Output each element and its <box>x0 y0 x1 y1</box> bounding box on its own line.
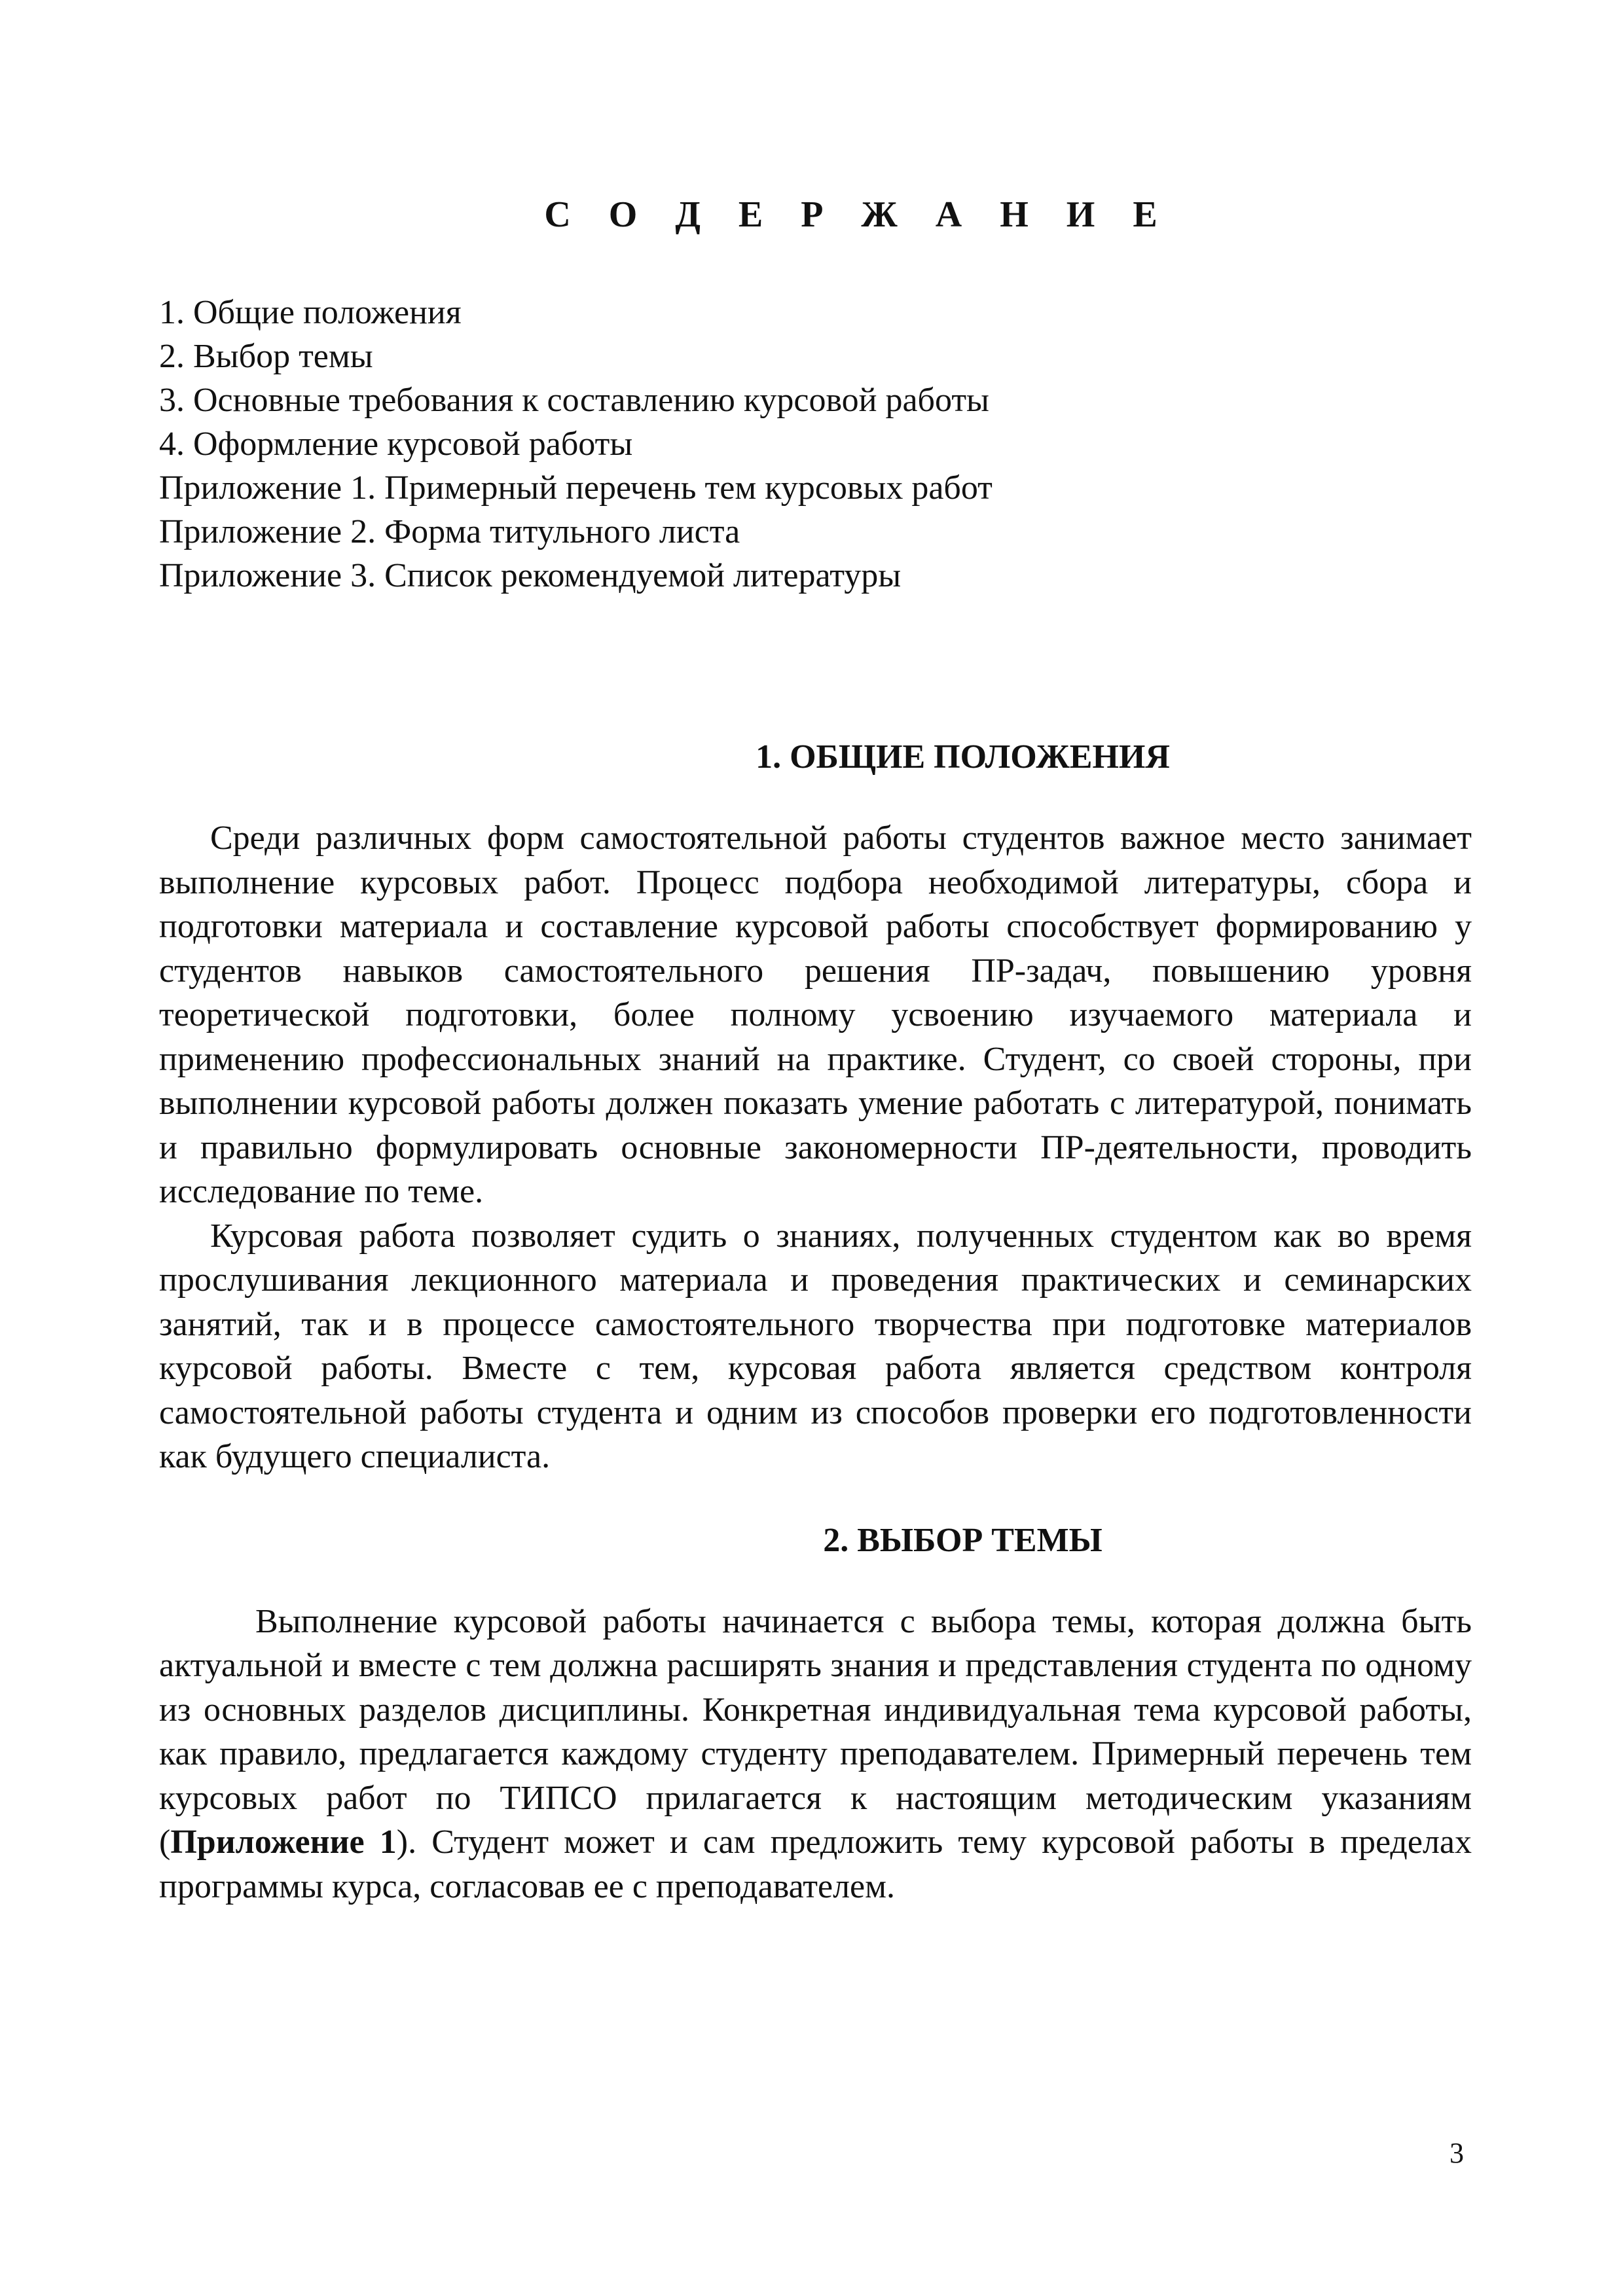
section1-paragraph: Среди различных форм самостоятельной работы студентов важное место занимает выполнение курсовых работ. Процесс подбора необходимой литературы, сбора и подготовки материала и составление курсовой работы способствует формированию у студентов навыков самостоятельного решения ПР-задач, повышению уровня теоретической подготовки, более полному усвоению изучаемого материала и применению профессиональных знаний на практике. Студент, со своей стороны, при выполнении курсовой работы должен показать умение работать с литературой, понимать и правильно формулировать основные закономерности ПР-деятельности, проводить исследование по теме. <box>159 819 1472 1210</box>
toc-item: 4. Оформление курсовой работы <box>159 425 633 463</box>
section-heading-topic-choice: 2. ВЫБОР ТЕМЫ <box>823 1521 1103 1559</box>
paragraph-text: ). Студент может и сам предложить тему курсовой работы в пределах программы курса, согласовав ее с преподавателем. <box>159 1823 1472 1905</box>
section2-paragraph <box>159 1600 1472 1909</box>
section1-paragraph: Курсовая работа позволяет судить о знаниях, полученных студентом как во время прослушивания лекционного материала и проведения практических и семинарских занятий, так и в процессе самостоятельного творчества при подготовке материалов курсовой работы. Вместе с тем, курсовая работа является средством контроля самостоятельной работы студента и одним из способов проверки его подготовленности как будущего специалиста. <box>159 1217 1472 1475</box>
section-heading-general: 1. ОБЩИЕ ПОЛОЖЕНИЯ <box>756 738 1170 776</box>
paragraph-text: Выполнение курсовой работы начинается с выбора темы, которая должна быть актуальной и вместе с тем должна расширять знания и представления студента по одному из основных разделов дисциплины. Конкретная индивидуальная тема курсовой работы, как правило, предлагается каждому студенту преподавателем. Примерный перечень тем курсовых работ по ТИПСО прилагается к настоящим методическим указаниям ( <box>159 1602 1472 1861</box>
toc-item: Приложение 1. Примерный перечень тем курсовых работ <box>159 469 993 507</box>
appendix-reference: Приложение 1 <box>170 1823 397 1861</box>
toc-list <box>159 291 1472 598</box>
toc-item: Приложение 2. Форма титульного листа <box>159 513 740 550</box>
toc-item: 1. Общие положения <box>159 294 462 331</box>
page-number: 3 <box>1450 2137 1464 2169</box>
toc-title: С О Д Е Р Ж А Н И Е <box>544 194 1172 235</box>
page-content <box>159 191 1472 1909</box>
toc-item: 2. Выбор темы <box>159 338 373 375</box>
toc-item: 3. Основные требования к составлению курсовой работы <box>159 382 989 419</box>
toc-item: Приложение 3. Список рекомендуемой литературы <box>159 557 902 594</box>
